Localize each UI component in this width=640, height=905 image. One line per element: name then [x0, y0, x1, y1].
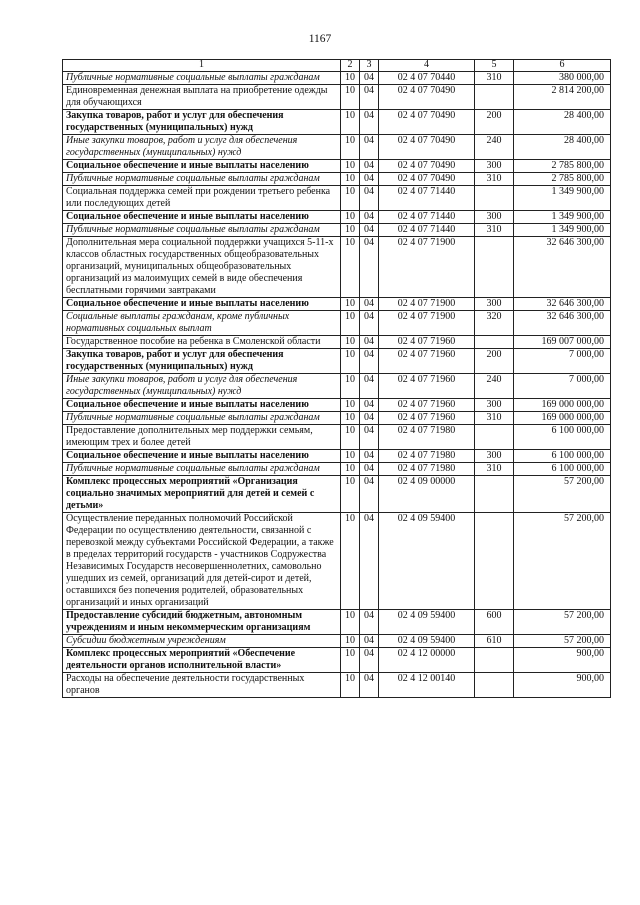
row-subsection-cell: 04 [360, 635, 379, 648]
row-amount-cell: 1 349 900,00 [514, 186, 611, 211]
row-name-cell: Социальные выплаты гражданам, кроме публичных нормативных социальных выплат [63, 311, 341, 336]
row-amount-cell: 169 000 000,00 [514, 399, 611, 412]
row-target-code-cell: 02 4 07 71440 [379, 224, 475, 237]
row-subsection-cell: 04 [360, 610, 379, 635]
row-expense-type-cell [475, 476, 514, 513]
row-name-cell: Предоставление субсидий бюджетным, автономным учреждениям и иным некоммерческим организациям [63, 610, 341, 635]
table-row [63, 311, 611, 336]
row-amount-cell: 6 100 000,00 [514, 425, 611, 450]
row-section-cell: 10 [341, 450, 360, 463]
row-section-cell: 10 [341, 476, 360, 513]
row-target-code-cell: 02 4 07 71960 [379, 349, 475, 374]
table-row [63, 349, 611, 374]
table-row [63, 635, 611, 648]
row-name-cell: Дополнительная мера социальной поддержки учащихся 5-11-х классов областных государственных общеобразовательных организаций, муниципальных общеобразовательных организаций из малоимущих семей в виде обеспечения бесплатными горячими завтраками [63, 237, 341, 298]
column-header: 5 [475, 60, 514, 72]
row-amount-cell: 7 000,00 [514, 374, 611, 399]
column-header-row [63, 60, 611, 72]
row-amount-cell: 32 646 300,00 [514, 298, 611, 311]
row-section-cell: 10 [341, 412, 360, 425]
row-expense-type-cell: 310 [475, 72, 514, 85]
row-amount-cell: 6 100 000,00 [514, 450, 611, 463]
row-expense-type-cell [475, 85, 514, 110]
row-section-cell: 10 [341, 425, 360, 450]
row-subsection-cell: 04 [360, 374, 379, 399]
row-expense-type-cell: 310 [475, 412, 514, 425]
table-row [63, 610, 611, 635]
row-name-cell: Публичные нормативные социальные выплаты гражданам [63, 224, 341, 237]
table-row [63, 513, 611, 610]
row-section-cell: 10 [341, 349, 360, 374]
table-row [63, 85, 611, 110]
row-subsection-cell: 04 [360, 648, 379, 673]
row-section-cell: 10 [341, 72, 360, 85]
row-amount-cell: 1 349 900,00 [514, 211, 611, 224]
table-row [63, 211, 611, 224]
row-amount-cell: 32 646 300,00 [514, 237, 611, 298]
row-name-cell: Социальное обеспечение и иные выплаты населению [63, 450, 341, 463]
row-expense-type-cell: 610 [475, 635, 514, 648]
table-row [63, 186, 611, 211]
row-expense-type-cell: 300 [475, 160, 514, 173]
column-header: 6 [514, 60, 611, 72]
row-subsection-cell: 04 [360, 298, 379, 311]
row-name-cell: Социальное обеспечение и иные выплаты населению [63, 399, 341, 412]
row-amount-cell: 57 200,00 [514, 513, 611, 610]
row-section-cell: 10 [341, 224, 360, 237]
row-amount-cell: 169 007 000,00 [514, 336, 611, 349]
row-amount-cell: 900,00 [514, 673, 611, 698]
row-name-cell: Социальная поддержка семей при рождении третьего ребенка или последующих детей [63, 186, 341, 211]
row-target-code-cell: 02 4 07 71960 [379, 374, 475, 399]
row-section-cell: 10 [341, 135, 360, 160]
row-expense-type-cell: 300 [475, 298, 514, 311]
row-amount-cell: 7 000,00 [514, 349, 611, 374]
row-expense-type-cell: 310 [475, 224, 514, 237]
row-target-code-cell: 02 4 07 71960 [379, 399, 475, 412]
row-subsection-cell: 04 [360, 160, 379, 173]
row-target-code-cell: 02 4 09 59400 [379, 610, 475, 635]
budget-table [62, 59, 611, 698]
row-name-cell: Осуществление переданных полномочий Российской Федерации по осуществлению деятельности, связанной с перевозкой между субъектами Российской Федерации, а также в пределах территорий государств - участников Содружества Независимых Государств несовершеннолетних, самовольно ушедших из семей, организаций для детей-сирот и детей, оставшихся без попечения родителей, образовательных организаций и иных организаций [63, 513, 341, 610]
column-header: 1 [63, 60, 341, 72]
row-section-cell: 10 [341, 374, 360, 399]
row-target-code-cell: 02 4 07 70490 [379, 85, 475, 110]
row-target-code-cell: 02 4 07 71440 [379, 186, 475, 211]
row-name-cell: Социальное обеспечение и иные выплаты населению [63, 160, 341, 173]
row-target-code-cell: 02 4 09 59400 [379, 635, 475, 648]
row-section-cell: 10 [341, 160, 360, 173]
row-section-cell: 10 [341, 211, 360, 224]
row-section-cell: 10 [341, 673, 360, 698]
row-target-code-cell: 02 4 09 59400 [379, 513, 475, 610]
row-expense-type-cell [475, 237, 514, 298]
row-target-code-cell: 02 4 07 70490 [379, 110, 475, 135]
row-amount-cell: 2 785 800,00 [514, 160, 611, 173]
row-target-code-cell: 02 4 07 71960 [379, 336, 475, 349]
row-target-code-cell: 02 4 07 70440 [379, 72, 475, 85]
row-expense-type-cell [475, 425, 514, 450]
row-subsection-cell: 04 [360, 412, 379, 425]
row-name-cell: Комплекс процессных мероприятий «Организация социально значимых мероприятий для детей и семей с детьми» [63, 476, 341, 513]
row-expense-type-cell: 300 [475, 399, 514, 412]
row-name-cell: Субсидии бюджетным учреждениям [63, 635, 341, 648]
row-name-cell: Закупка товаров, работ и услуг для обеспечения государственных (муниципальных) нужд [63, 110, 341, 135]
row-section-cell: 10 [341, 399, 360, 412]
row-name-cell: Комплекс процессных мероприятий «Обеспечение деятельности органов исполнительной власти» [63, 648, 341, 673]
row-expense-type-cell: 310 [475, 463, 514, 476]
row-amount-cell: 169 000 000,00 [514, 412, 611, 425]
table-row [63, 673, 611, 698]
row-name-cell: Публичные нормативные социальные выплаты гражданам [63, 412, 341, 425]
row-name-cell: Социальное обеспечение и иные выплаты населению [63, 298, 341, 311]
row-target-code-cell: 02 4 07 71440 [379, 211, 475, 224]
row-amount-cell: 57 200,00 [514, 610, 611, 635]
row-subsection-cell: 04 [360, 513, 379, 610]
row-amount-cell: 28 400,00 [514, 135, 611, 160]
table-row [63, 374, 611, 399]
row-expense-type-cell: 310 [475, 173, 514, 186]
row-target-code-cell: 02 4 07 71980 [379, 463, 475, 476]
table-row [63, 425, 611, 450]
table-row [63, 399, 611, 412]
row-target-code-cell: 02 4 07 70490 [379, 160, 475, 173]
row-expense-type-cell [475, 648, 514, 673]
row-section-cell: 10 [341, 298, 360, 311]
row-section-cell: 10 [341, 648, 360, 673]
row-expense-type-cell [475, 513, 514, 610]
row-expense-type-cell: 600 [475, 610, 514, 635]
row-expense-type-cell: 240 [475, 374, 514, 399]
row-target-code-cell: 02 4 12 00140 [379, 673, 475, 698]
row-name-cell: Предоставление дополнительных мер поддержки семьям, имеющим трех и более детей [63, 425, 341, 450]
row-section-cell: 10 [341, 635, 360, 648]
row-subsection-cell: 04 [360, 673, 379, 698]
row-amount-cell: 1 349 900,00 [514, 224, 611, 237]
row-target-code-cell: 02 4 07 71900 [379, 237, 475, 298]
row-section-cell: 10 [341, 513, 360, 610]
row-subsection-cell: 04 [360, 211, 379, 224]
table-row [63, 72, 611, 85]
row-target-code-cell: 02 4 07 71980 [379, 450, 475, 463]
table-row [63, 336, 611, 349]
row-subsection-cell: 04 [360, 72, 379, 85]
table-row [63, 648, 611, 673]
table-row [63, 224, 611, 237]
row-subsection-cell: 04 [360, 237, 379, 298]
table-row [63, 135, 611, 160]
row-subsection-cell: 04 [360, 110, 379, 135]
row-expense-type-cell: 320 [475, 311, 514, 336]
row-expense-type-cell: 200 [475, 110, 514, 135]
row-name-cell: Расходы на обеспечение деятельности государственных органов [63, 673, 341, 698]
row-expense-type-cell: 200 [475, 349, 514, 374]
table-row [63, 476, 611, 513]
row-target-code-cell: 02 4 07 70490 [379, 173, 475, 186]
row-section-cell: 10 [341, 186, 360, 211]
row-subsection-cell: 04 [360, 463, 379, 476]
row-expense-type-cell: 300 [475, 211, 514, 224]
row-amount-cell: 6 100 000,00 [514, 463, 611, 476]
row-amount-cell: 57 200,00 [514, 476, 611, 513]
row-expense-type-cell [475, 336, 514, 349]
row-subsection-cell: 04 [360, 476, 379, 513]
row-section-cell: 10 [341, 463, 360, 476]
row-name-cell: Публичные нормативные социальные выплаты гражданам [63, 173, 341, 186]
row-subsection-cell: 04 [360, 135, 379, 160]
row-name-cell: Единовременная денежная выплата на приобретение одежды для обучающихся [63, 85, 341, 110]
row-amount-cell: 57 200,00 [514, 635, 611, 648]
table-row [63, 173, 611, 186]
row-amount-cell: 2 814 200,00 [514, 85, 611, 110]
row-expense-type-cell: 240 [475, 135, 514, 160]
row-name-cell: Государственное пособие на ребенка в Смоленской области [63, 336, 341, 349]
row-name-cell: Социальное обеспечение и иные выплаты населению [63, 211, 341, 224]
table-row [63, 450, 611, 463]
row-amount-cell: 380 000,00 [514, 72, 611, 85]
row-expense-type-cell [475, 186, 514, 211]
row-target-code-cell: 02 4 07 71900 [379, 311, 475, 336]
row-name-cell: Публичные нормативные социальные выплаты гражданам [63, 463, 341, 476]
table-row [63, 160, 611, 173]
row-name-cell: Публичные нормативные социальные выплаты гражданам [63, 72, 341, 85]
row-section-cell: 10 [341, 610, 360, 635]
row-amount-cell: 2 785 800,00 [514, 173, 611, 186]
column-header: 2 [341, 60, 360, 72]
row-subsection-cell: 04 [360, 425, 379, 450]
row-subsection-cell: 04 [360, 85, 379, 110]
column-header: 3 [360, 60, 379, 72]
row-section-cell: 10 [341, 237, 360, 298]
budget-table-body [63, 60, 611, 698]
row-subsection-cell: 04 [360, 399, 379, 412]
table-row [63, 463, 611, 476]
row-amount-cell: 32 646 300,00 [514, 311, 611, 336]
row-subsection-cell: 04 [360, 450, 379, 463]
row-target-code-cell: 02 4 07 70490 [379, 135, 475, 160]
row-section-cell: 10 [341, 110, 360, 135]
row-name-cell: Иные закупки товаров, работ и услуг для обеспечения государственных (муниципальных) нужд [63, 374, 341, 399]
table-row [63, 110, 611, 135]
row-subsection-cell: 04 [360, 336, 379, 349]
row-expense-type-cell: 300 [475, 450, 514, 463]
row-target-code-cell: 02 4 07 71980 [379, 425, 475, 450]
row-section-cell: 10 [341, 311, 360, 336]
row-section-cell: 10 [341, 85, 360, 110]
row-subsection-cell: 04 [360, 186, 379, 211]
table-row [63, 412, 611, 425]
row-name-cell: Иные закупки товаров, работ и услуг для обеспечения государственных (муниципальных) нужд [63, 135, 341, 160]
row-name-cell: Закупка товаров, работ и услуг для обеспечения государственных (муниципальных) нужд [63, 349, 341, 374]
row-target-code-cell: 02 4 12 00000 [379, 648, 475, 673]
row-target-code-cell: 02 4 09 00000 [379, 476, 475, 513]
row-subsection-cell: 04 [360, 173, 379, 186]
page-number: 1167 [308, 33, 332, 45]
table-row [63, 237, 611, 298]
table-row [63, 298, 611, 311]
row-amount-cell: 900,00 [514, 648, 611, 673]
row-section-cell: 10 [341, 173, 360, 186]
row-subsection-cell: 04 [360, 311, 379, 336]
row-expense-type-cell [475, 673, 514, 698]
row-target-code-cell: 02 4 07 71900 [379, 298, 475, 311]
row-section-cell: 10 [341, 336, 360, 349]
row-target-code-cell: 02 4 07 71960 [379, 412, 475, 425]
column-header: 4 [379, 60, 475, 72]
row-subsection-cell: 04 [360, 224, 379, 237]
row-amount-cell: 28 400,00 [514, 110, 611, 135]
row-subsection-cell: 04 [360, 349, 379, 374]
